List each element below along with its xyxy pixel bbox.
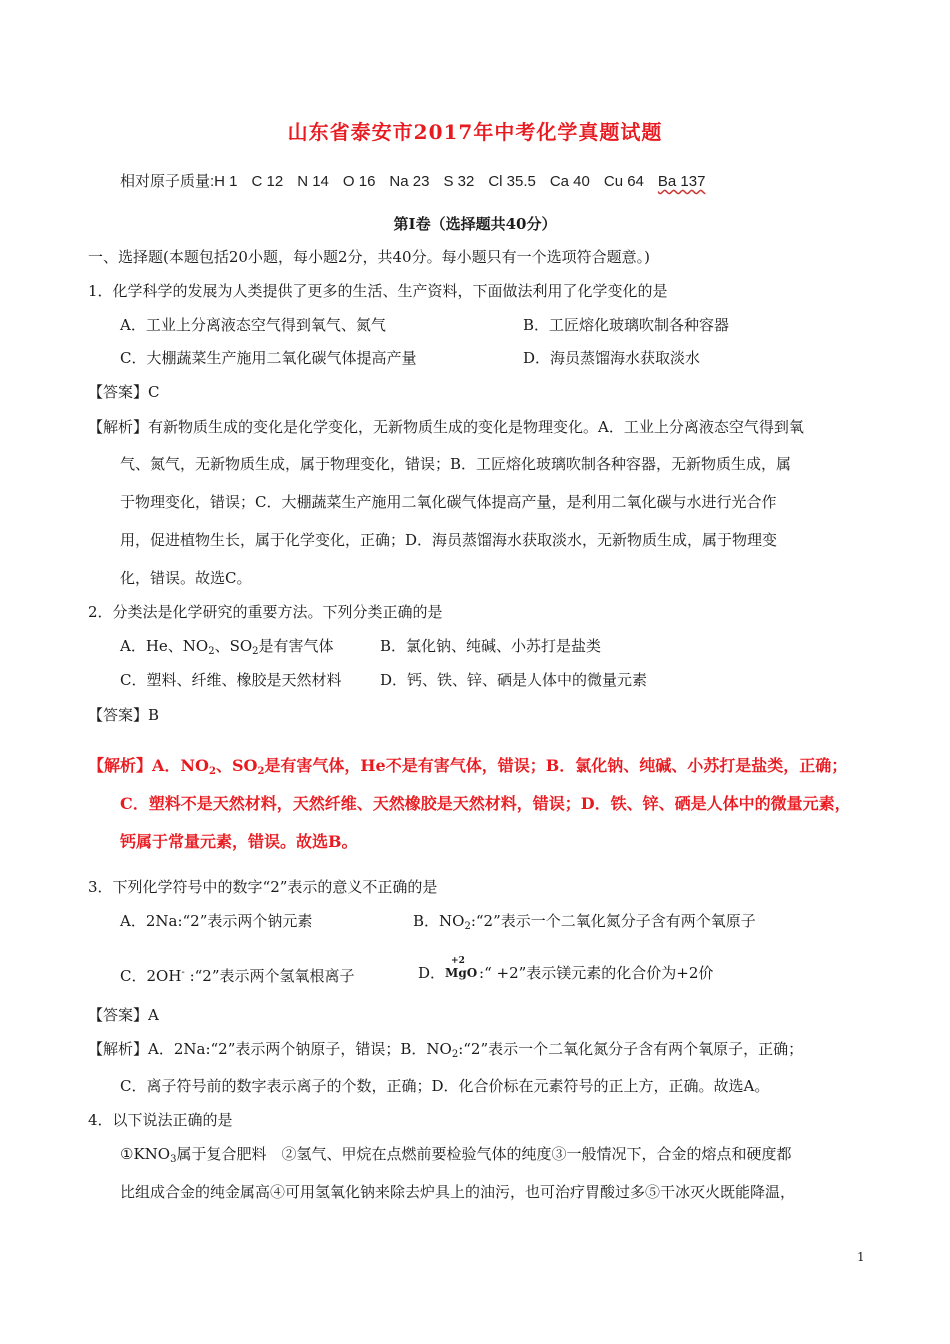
subscript: 2	[451, 1049, 459, 1060]
question-4-line	[120, 1143, 791, 1165]
question-2-analysis-line	[88, 753, 847, 777]
mass-item: C 12	[251, 173, 284, 190]
subscript: 2	[208, 646, 215, 657]
masses-label: 相对原子质量:	[120, 173, 215, 190]
subscript: 2	[252, 646, 259, 657]
question-3-option-c	[120, 965, 355, 986]
option-text: :“2”表示一个二氧化氮分子含有两个氧原子	[470, 912, 756, 930]
statement-text: ①KNO	[120, 1145, 171, 1163]
question-1-option-b: B．工匠熔化玻璃吹制各种容器	[523, 316, 730, 334]
question-3-analysis-line	[88, 1038, 803, 1060]
question-2-stem: 2．分类法是化学研究的重要方法。下列分类正确的是	[88, 603, 443, 621]
valence-charge: +2	[451, 956, 465, 966]
page-number: 1	[857, 1250, 865, 1264]
question-2-option-d: D．钙、铁、锌、硒是人体中的微量元素	[380, 671, 648, 689]
question-2-answer: 【答案】B	[88, 706, 160, 724]
atomic-masses	[120, 170, 719, 191]
question-1-option-d: D．海员蒸馏海水获取淡水	[523, 349, 701, 367]
analysis-text: 是有害气体，He不是有害气体，错误；B．氯化钠、纯碱、小苏打是盐类，正确；	[264, 756, 848, 775]
option-text: 、SO	[214, 637, 253, 655]
question-1-analysis-line: 用，促进植物生长，属于化学变化，正确；D．海员蒸馏海水获取淡水，无新物质生成，属于物理变	[120, 531, 778, 549]
page-title: 山东省泰安市2017年中考化学真题试题	[287, 120, 663, 144]
analysis-text: 【解析】A．NO	[88, 756, 209, 775]
superscript: -	[181, 967, 185, 978]
mass-item: Cu 64	[603, 173, 644, 190]
question-2-option-b: B．氯化钠、纯碱、小苏打是盐类	[380, 637, 602, 655]
question-4-line: 比组成合金的纯金属高④可用氢氧化钠来除去炉具上的油污，也可治疗胃酸过多⑤干冰灭火既能降温，	[120, 1183, 796, 1201]
question-4-stem: 4．以下说法正确的是	[88, 1111, 233, 1129]
question-3-option-d	[418, 958, 713, 988]
mass-item: S 32	[443, 173, 475, 190]
option-text: 是有害气体	[258, 637, 334, 655]
option-text: C．2OH	[120, 967, 182, 985]
question-2-analysis-line: 钙属于常量元素，错误。故选B。	[120, 832, 358, 851]
question-1-answer: 【答案】C	[88, 383, 160, 401]
formula: MgO	[445, 966, 478, 980]
section-title: 第Ⅰ卷（选择题共40分）	[393, 215, 557, 233]
mass-item: Cl 35.5	[488, 173, 536, 190]
mass-item: Ba 137	[657, 173, 706, 190]
mgo-formula	[445, 958, 479, 988]
subscript: 2	[208, 766, 216, 777]
question-3-option-b	[413, 910, 756, 932]
option-text: :“ +2”表示镁元素的化合价为+2价	[479, 964, 714, 982]
question-1-option-a: A．工业上分离液态空气得到氧气、氮气	[120, 316, 386, 334]
analysis-text: 、SO	[215, 756, 258, 775]
mass-item: Na 23	[389, 173, 430, 190]
mass-item: O 16	[342, 173, 376, 190]
option-text: B．NO	[413, 912, 465, 930]
mass-item: Ca 40	[549, 173, 590, 190]
question-1-analysis-line: 化，错误。故选C。	[120, 569, 252, 587]
question-2-analysis-line: C．塑料不是天然材料，天然纤维、天然橡胶是天然材料，错误；D．铁、锌、硒是人体中的微量元素，	[120, 794, 851, 813]
question-3-option-a: A．2Na:“2”表示两个钠元素	[120, 912, 313, 930]
statement-text: 属于复合肥料 ②氢气、甲烷在点燃前要检验气体的纯度③一般情况下，合金的熔点和硬度都	[176, 1145, 792, 1163]
option-text: A．He、NO	[120, 637, 209, 655]
question-1-option-c: C．大棚蔬菜生产施用二氧化碳气体提高产量	[120, 349, 417, 367]
question-3-analysis-line: C．离子符号前的数字表示离子的个数，正确；D．化合价标在元素符号的正上方，正确。故选A。	[120, 1077, 770, 1095]
question-3-stem: 3．下列化学符号中的数字“2”表示的意义不正确的是	[88, 878, 438, 896]
mass-item: H 1	[214, 173, 238, 190]
analysis-text: 【解析】A．2Na:“2”表示两个钠原子，错误；B．NO	[88, 1040, 452, 1058]
question-1-analysis-line: 【解析】有新物质生成的变化是化学变化，无新物质生成的变化是物理变化。A．工业上分离液态空气得到氧	[88, 418, 804, 436]
question-1-analysis-line: 气、氮气，无新物质生成，属于物理变化，错误；B．工匠熔化玻璃吹制各种容器，无新物质生成，属	[120, 455, 792, 473]
option-text: :“2”表示两个氢氧根离子	[184, 967, 355, 985]
subscript: 3	[170, 1154, 177, 1165]
question-1-analysis-line: 于物理变化，错误；C．大棚蔬菜生产施用二氧化碳气体提高产量，是利用二氧化碳与水进行光合作	[120, 493, 777, 511]
question-3-answer: 【答案】A	[88, 1006, 159, 1024]
subscript: 2	[464, 921, 471, 932]
question-2-option-a	[120, 635, 334, 657]
question-1-stem: 1．化学科学的发展为人类提供了更多的生活、生产资料，下面做法利用了化学变化的是	[88, 282, 668, 300]
analysis-text: :“2”表示一个二氧化氮分子含有两个氧原子，正确；	[458, 1040, 804, 1058]
question-2-option-c: C．塑料、纤维、橡胶是天然材料	[120, 671, 342, 689]
part-intro: 一、选择题(本题包括20小题，每小题2分，共40分。每小题只有一个选项符合题意。)	[88, 248, 650, 266]
mass-item: N 14	[297, 173, 329, 190]
option-text: D．	[418, 964, 446, 982]
subscript: 2	[257, 766, 265, 777]
